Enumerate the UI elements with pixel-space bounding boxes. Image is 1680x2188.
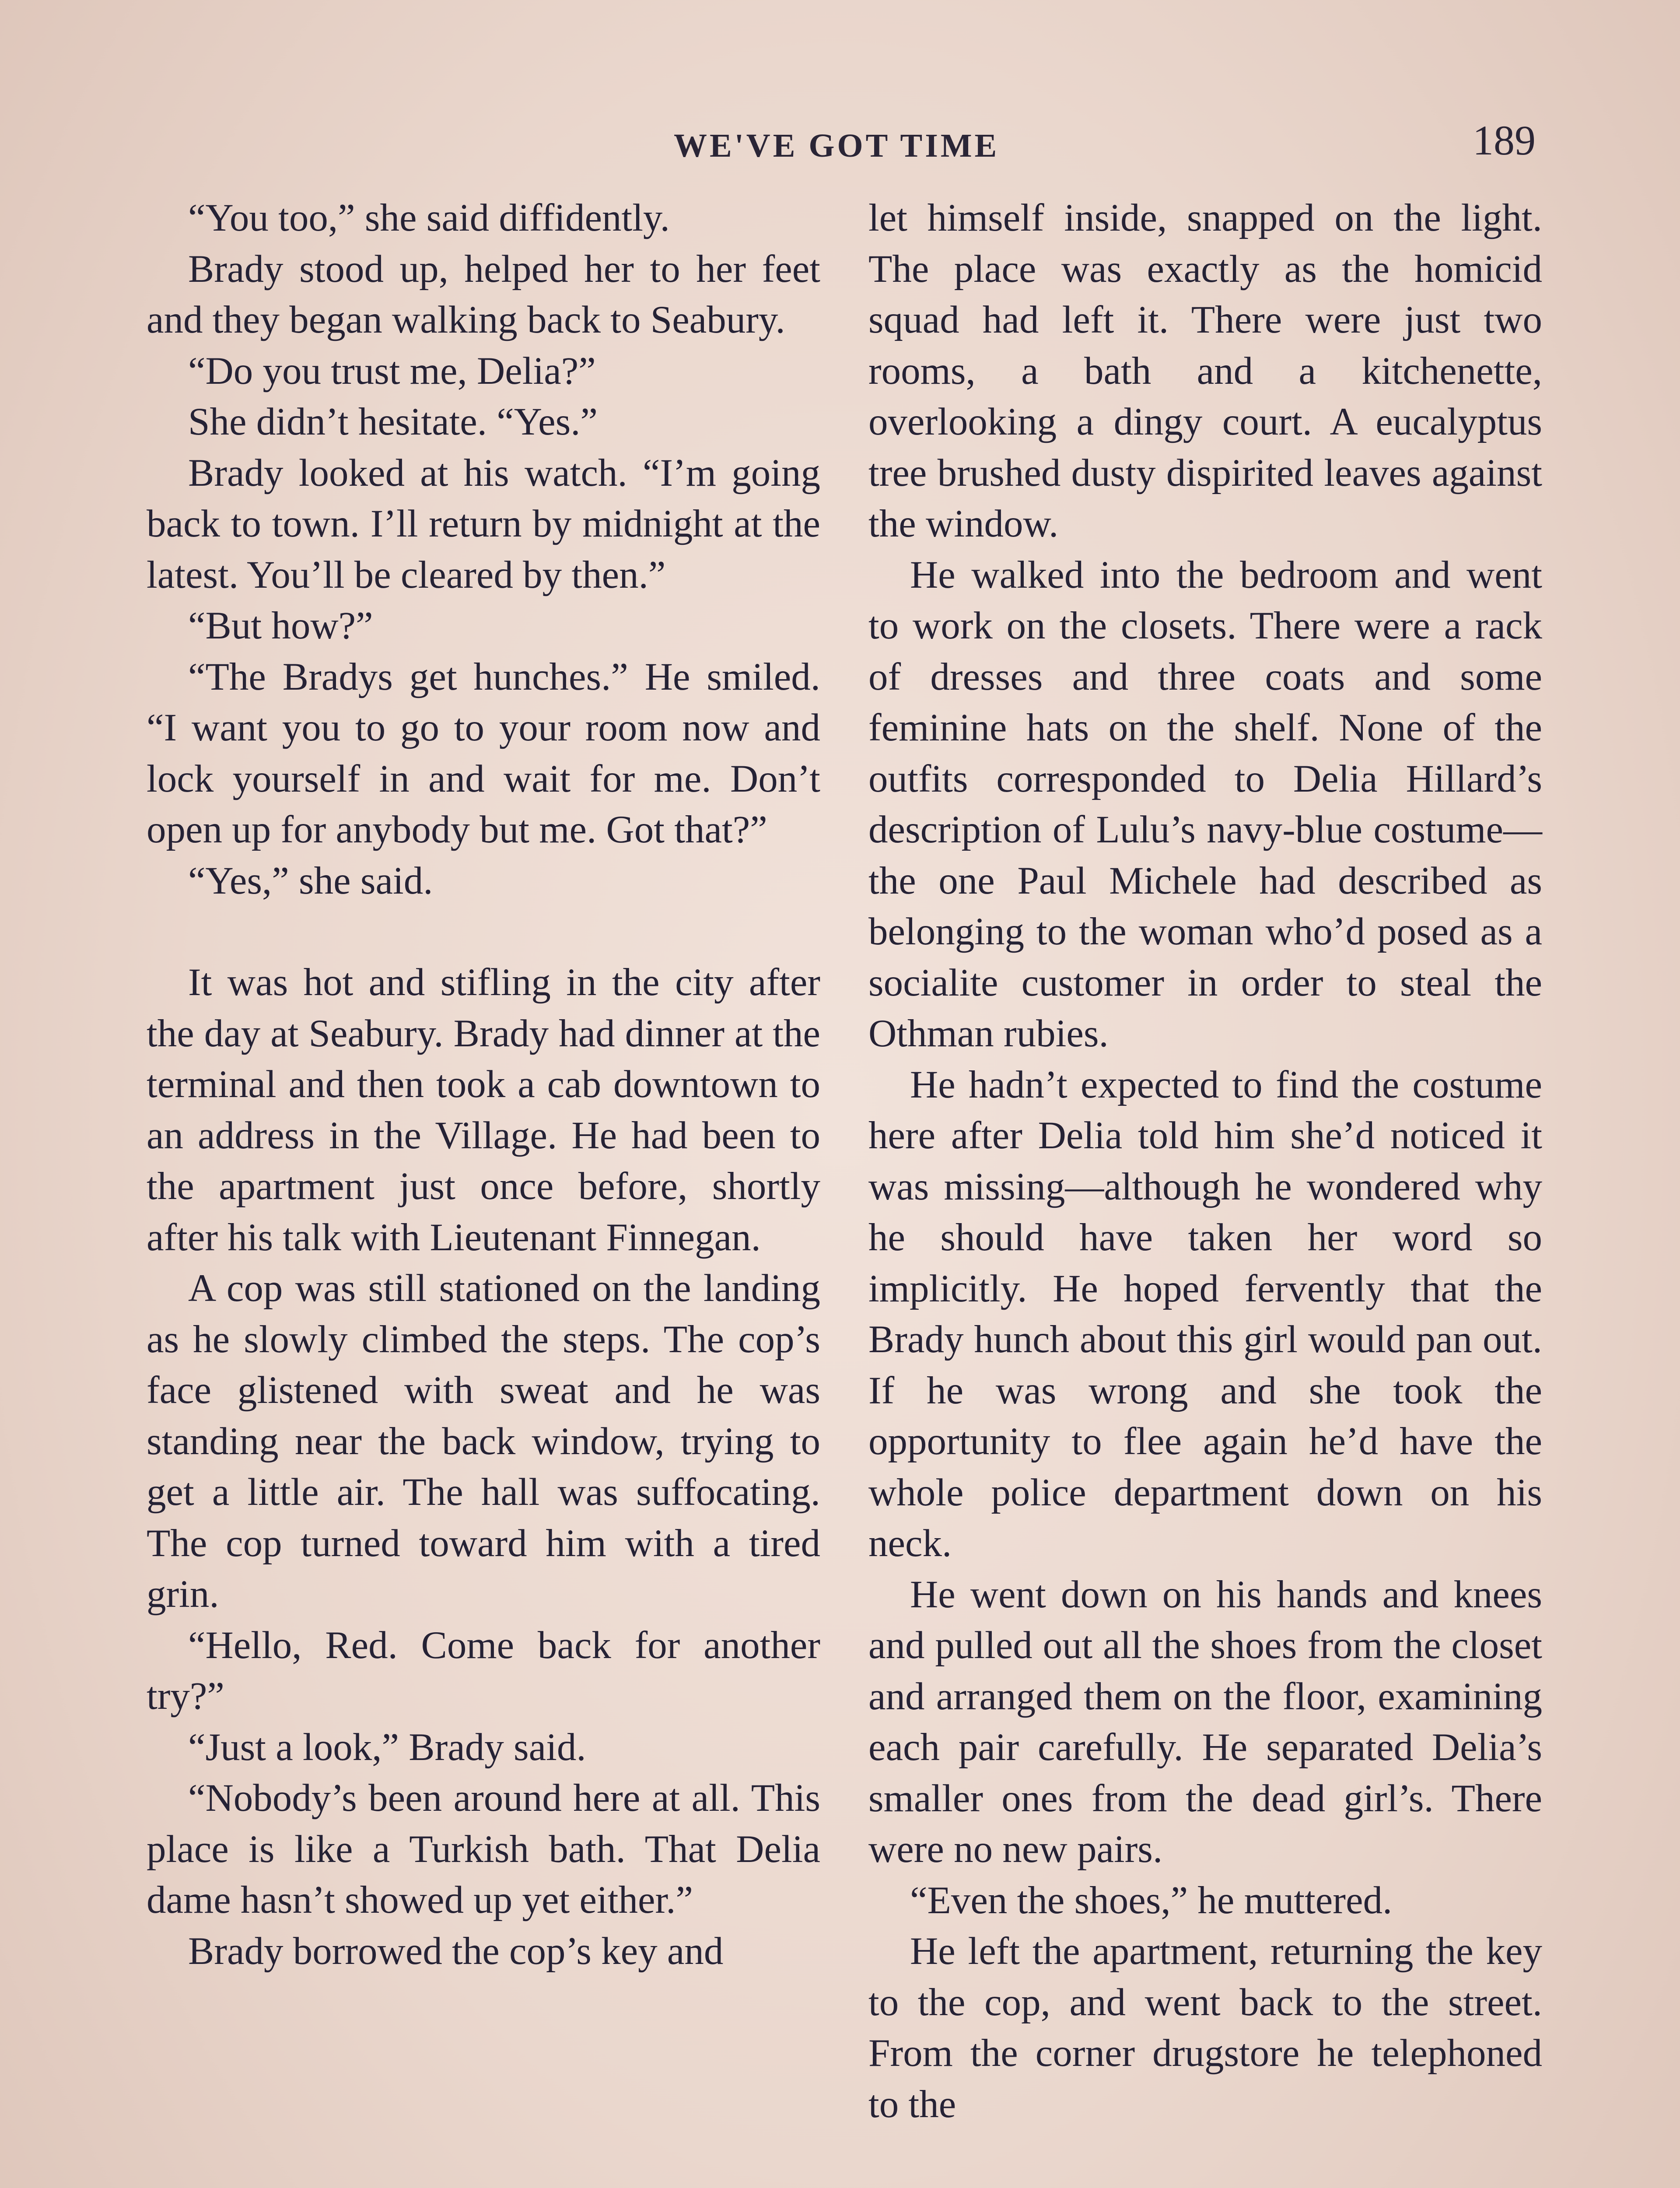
right-column bbox=[868, 193, 1542, 2188]
paragraph: Brady looked at his watch. “I’m going back to town. I’ll return by midnight at the latest. You’ll be cleared by then.” bbox=[147, 451, 820, 596]
paragraph: A cop was still stationed on the landing as he slowly climbed the steps. The cop’s face glistened with sweat and he was standing near the back window, trying to get a little air. The hall was suffocating. The cop turned toward him with a tired grin. bbox=[147, 1267, 820, 1616]
paragraph: He left the apartment, returning the key to the cop, and went back to the street. From the corner drugstore he telephoned to the bbox=[868, 1930, 1542, 2126]
paragraph: Brady stood up, helped her to her feet and they began walking back to Seabury. bbox=[147, 247, 820, 341]
paragraph: “You too,” she said diffidently. bbox=[188, 196, 670, 239]
paragraph: “The Bradys get hunches.” He smiled. “I want you to go to your room now and lock yourself in and wait for me. Don’t open up for anybody but me. Got that?” bbox=[147, 655, 820, 851]
paragraph: “Even the shoes,” he muttered. bbox=[910, 1879, 1393, 1922]
paragraph: “Do you trust me, Delia?” bbox=[188, 349, 596, 393]
paragraph: She didn’t hesitate. “Yes.” bbox=[188, 400, 598, 443]
paragraph: He hadn’t expected to find the costume here after Delia told him she’d noticed it was missing—although he wondered why he should have taken her word so implicitly. He hoped fervently that the Brady hunch about this girl would pan out. If he was wrong and she took the opportunity to flee again he’d have the whole police department down on his neck. bbox=[868, 1063, 1542, 1565]
section-break-paragraph: It was hot and stifling in the city after the day at Seabury. Brady had dinner at the terminal and then took a cab downtown to an address in the Village. He had been to the apartment just once before, shortly after his talk with Lieutenant Finnegan. bbox=[147, 961, 820, 1259]
paragraph: “But how?” bbox=[188, 604, 373, 647]
paragraph: “Yes,” she said. bbox=[188, 859, 433, 902]
continued-paragraph: let himself inside, snapped on the light. The place was exactly as the homicid squad had left it. There were just two rooms, a bath and a kitchenette, overlooking a dingy court. A eucalyptus tree brushed dusty dispirited leaves against the window. bbox=[868, 196, 1542, 545]
paragraph: “Just a look,” Brady said. bbox=[188, 1725, 586, 1769]
left-column bbox=[147, 193, 820, 2188]
paragraph: Brady borrowed the cop’s key and bbox=[188, 1929, 724, 1973]
running-head: WE'VE GOT TIME bbox=[674, 127, 1000, 164]
paragraph: He went down on his hands and knees and pulled out all the shoes from the closet and arranged them on the floor, examining each pair carefully. He separated Delia’s smaller ones from the dead girl’s. There were no new pairs. bbox=[868, 1573, 1542, 1871]
page-number: 189 bbox=[1473, 117, 1536, 164]
paragraph: “Hello, Red. Come back for another try?” bbox=[147, 1623, 820, 1718]
paragraph: “Nobody’s been around here at all. This place is like a Turkish bath. That Delia dame hasn’t showed up yet either.” bbox=[147, 1777, 820, 1922]
paragraph: He walked into the bedroom and went to work on the closets. There were a rack of dresses and three coats and some feminine hats on the shelf. None of the outfits corresponded to Delia Hillard’s description of Lulu’s navy-blue costume— the one Paul Michele had described as belonging to the woman who’d posed as a socialite customer in order to steal the Othman rubies. bbox=[868, 553, 1542, 1055]
